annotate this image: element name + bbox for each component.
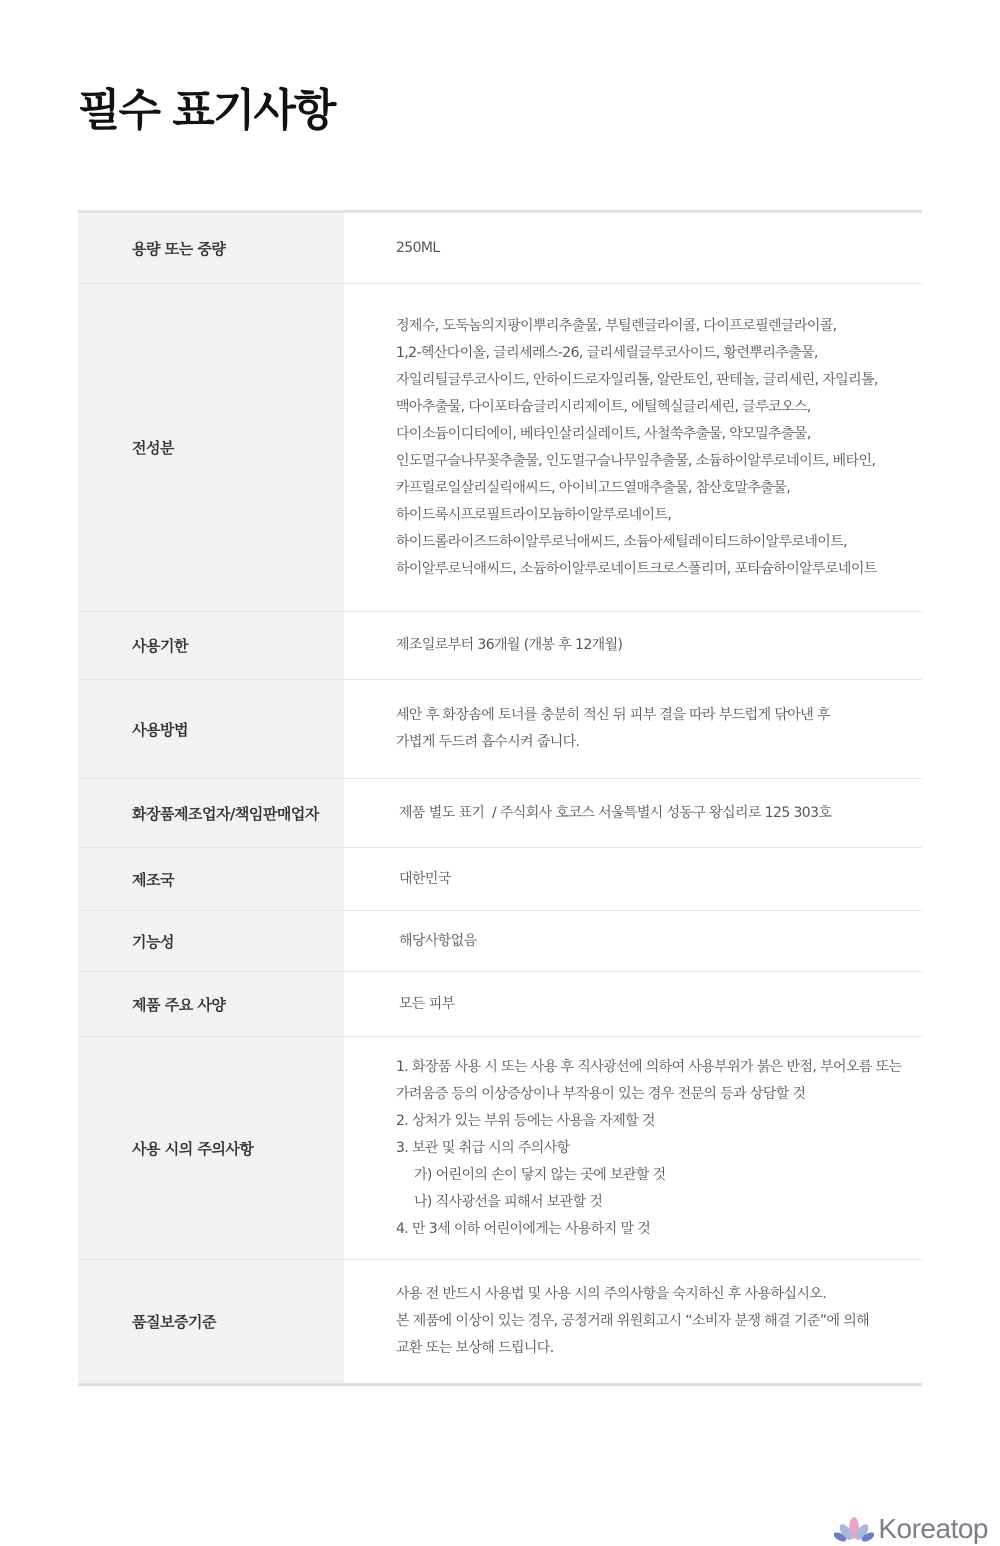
lotus-icon	[834, 1515, 874, 1543]
value-line: 본 제품에 이상이 있는 경우, 공정거래 위원회고시 “소비자 분쟁 해결 기준”에 의해	[396, 1313, 870, 1329]
row-label: 기능성	[78, 911, 344, 971]
value-line: 4. 만 3세 이하 어린이에게는 사용하지 말 것	[396, 1220, 651, 1237]
value-line: 자일리틸글루코사이드, 안하이드로자일리톨, 알란토인, 판테놀, 글리세린, 자일리톨,	[396, 371, 878, 388]
row-label: 사용기한	[78, 612, 344, 679]
table-row	[78, 612, 922, 680]
row-value	[344, 213, 922, 283]
table-row	[78, 911, 922, 972]
value-line: 모든 피부	[399, 995, 455, 1012]
value-line: 다이소듐이디티에이, 베타인살리실레이트, 사철쑥추출물, 약모밀추출물,	[396, 425, 811, 442]
page-title: 필수 표기사항	[78, 85, 335, 136]
row-value	[344, 779, 922, 847]
koreatop-logo	[834, 1512, 988, 1546]
value-line: 1. 화장품 사용 시 또는 사용 후 직사광선에 의하여 사용부위가 붉은 반점, 부어오름 또는	[396, 1058, 902, 1075]
value-line: 250ML	[396, 239, 440, 256]
table-row	[78, 213, 922, 284]
row-value	[344, 680, 922, 778]
table-row	[78, 1037, 922, 1260]
row-label: 사용 시의 주의사항	[78, 1037, 344, 1259]
row-label: 품질보증기준	[78, 1260, 344, 1383]
table-row	[78, 680, 922, 779]
value-line: 제조일로부터 36개월 (개봉 후 12개월)	[396, 637, 623, 653]
value-line: 교환 또는 보상해 드립니다.	[396, 1340, 554, 1356]
value-line: 가려움증 등의 이상증상이나 부작용이 있는 경우 전문의 등과 상담할 것	[396, 1085, 806, 1102]
row-label: 전성분	[78, 284, 344, 611]
value-line: 하이드록시프로필트라이모늄하이알루로네이트,	[396, 506, 672, 523]
row-value	[344, 848, 922, 910]
row-label: 제조국	[78, 848, 344, 910]
value-line: 가볍게 두드려 흡수시켜 줍니다.	[396, 734, 580, 750]
table-row	[78, 848, 922, 911]
value-line: 사용 전 반드시 사용법 및 사용 시의 주의사항을 숙지하신 후 사용하십시오.	[396, 1286, 827, 1302]
row-value	[344, 1260, 922, 1383]
table-row	[78, 284, 922, 612]
row-value	[344, 1037, 922, 1259]
value-line: 인도멀구슬나무꽃추출물, 인도멀구슬나무잎추출물, 소듐하이알루로네이트, 베타인,	[396, 452, 876, 469]
value-line: 가) 어린이의 손이 닿지 않는 곳에 보관할 것	[414, 1166, 666, 1183]
value-line: 제품 별도 표기 / 주식회사 호코스 서울특별시 성동구 왕십리로 125 303호	[399, 804, 832, 821]
row-value	[344, 612, 922, 679]
logo-wordmark: Koreatop	[878, 1513, 988, 1544]
value-line: 2. 상처가 있는 부위 등에는 사용을 자제할 것	[396, 1112, 655, 1129]
value-line: 하이알루로닉애씨드, 소듐하이알루로네이트크로스폴리머, 포타슘하이알루로네이트	[396, 560, 877, 577]
row-label: 화장품제조업자/책임판매업자	[78, 779, 344, 847]
row-label: 제품 주요 사양	[78, 972, 344, 1036]
row-value	[344, 284, 922, 611]
value-line: 1,2-헥산다이올, 글리세레스-26, 글리세릴글루코사이드, 황련뿌리추출물,	[396, 344, 818, 361]
value-line: 나) 직사광선을 피해서 보관할 것	[414, 1193, 603, 1210]
row-label: 사용방법	[78, 680, 344, 778]
value-line: 하이드롤라이즈드하이알루로닉애씨드, 소듐아세틸레이티드하이알루로네이트,	[396, 533, 847, 550]
value-line: 세안 후 화장솜에 토너를 충분히 적신 뒤 피부 결을 따라 부드럽게 닦아낸 후	[396, 707, 830, 723]
table-row	[78, 779, 922, 848]
required-info-table	[78, 210, 922, 1386]
row-value	[344, 911, 922, 971]
value-line: 3. 보관 및 취급 시의 주의사항	[396, 1139, 570, 1156]
value-line: 정제수, 도둑놈의지팡이뿌리추출물, 부틸렌글라이콜, 다이프로필렌글라이콜,	[396, 317, 837, 334]
table-row	[78, 972, 922, 1037]
value-line: 대한민국	[399, 870, 451, 887]
row-label: 용량 또는 중량	[78, 213, 344, 283]
table-row	[78, 1260, 922, 1383]
value-line: 맥아추출물, 다이포타슘글리시리제이트, 에틸헥실글리세린, 글루코오스,	[396, 398, 811, 415]
value-line: 카프릴로일살리실릭애씨드, 아이비고드열매추출물, 참산호말추출물,	[396, 479, 791, 496]
row-value	[344, 972, 922, 1036]
value-line: 해당사항없음	[399, 932, 477, 949]
